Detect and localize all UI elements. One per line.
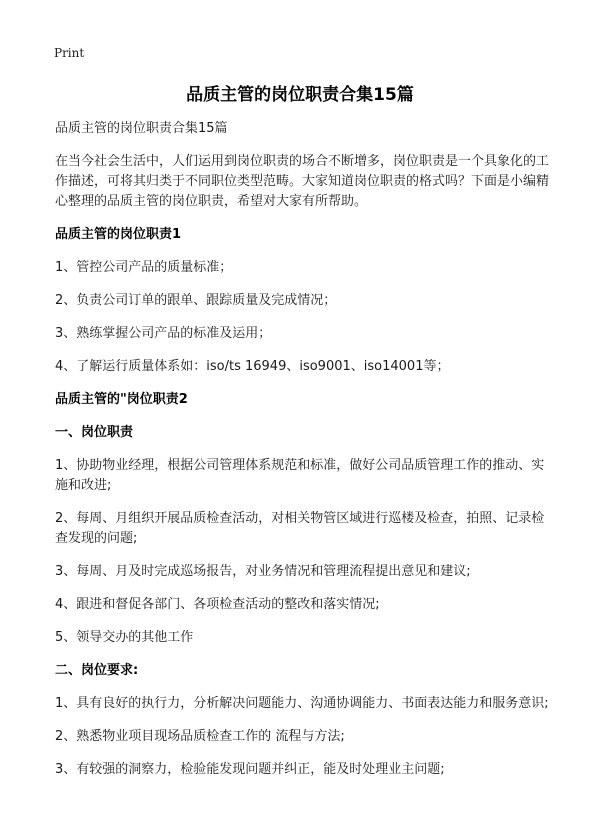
page-title: 品质主管的岗位职责合集15篇 xyxy=(186,85,414,105)
list-item: 4、跟进和督促各部门、各项检查活动的整改和落实情况; xyxy=(55,597,380,612)
section-heading-2: 品质主管的"岗位职责2 xyxy=(55,392,188,407)
subsection-heading-requirements: 二、岗位要求: xyxy=(55,663,139,678)
list-item: 2、负责公司订单的跟单、跟踪质量及完成情况； xyxy=(55,293,337,308)
print-link[interactable]: Print xyxy=(54,46,85,60)
list-item: 1、管控公司产品的质量标准； xyxy=(55,260,233,275)
intro-paragraph: 在当今社会生活中，人们运用到岗位职责的场合不断增多，岗位职责是一个具象化的工作描述，可将其归类于不同职位类型范畴。大家知道岗位职责的格式吗？下面是小编精心整理的品质主管的岗位职责，希望对大家有所帮助。 xyxy=(55,154,550,209)
list-item: 1、具有良好的执行力，分析解决问题能力、沟通协调能力、书面表达能力和服务意识; xyxy=(55,696,549,711)
document-body xyxy=(55,119,550,793)
list-item: 1、协助物业经理，根据公司管理体系规范和标准，做好公司品质管理工作的推动、实施和改进; xyxy=(55,458,545,493)
list-item: 2、每周、月组织开展品质检查活动，对相关物管区域进行巡楼及检查，拍照、记录检查发现的问题; xyxy=(55,511,545,546)
list-item: 3、熟练掌握公司产品的标准及运用； xyxy=(55,326,272,341)
list-item: 4、了解运行质量体系如：iso/ts 16949、iso9001、iso14001等； xyxy=(55,359,450,374)
list-item: 3、有较强的洞察力，检验能发现问题并纠正，能及时处理业主问题; xyxy=(55,762,445,777)
intro-subtitle: 品质主管的岗位职责合集15篇 xyxy=(55,121,228,136)
subsection-heading-duties: 一、岗位职责 xyxy=(55,425,134,440)
section-heading-1: 品质主管的岗位职责1 xyxy=(55,227,182,242)
list-item: 5、领导交办的其他工作 xyxy=(55,630,194,645)
list-item: 3、每周、月及时完成巡场报告，对业务情况和管理流程提出意见和建议; xyxy=(55,564,471,579)
list-item: 2、熟悉物业项目现场品质检查工作的 流程与方法; xyxy=(55,729,345,744)
